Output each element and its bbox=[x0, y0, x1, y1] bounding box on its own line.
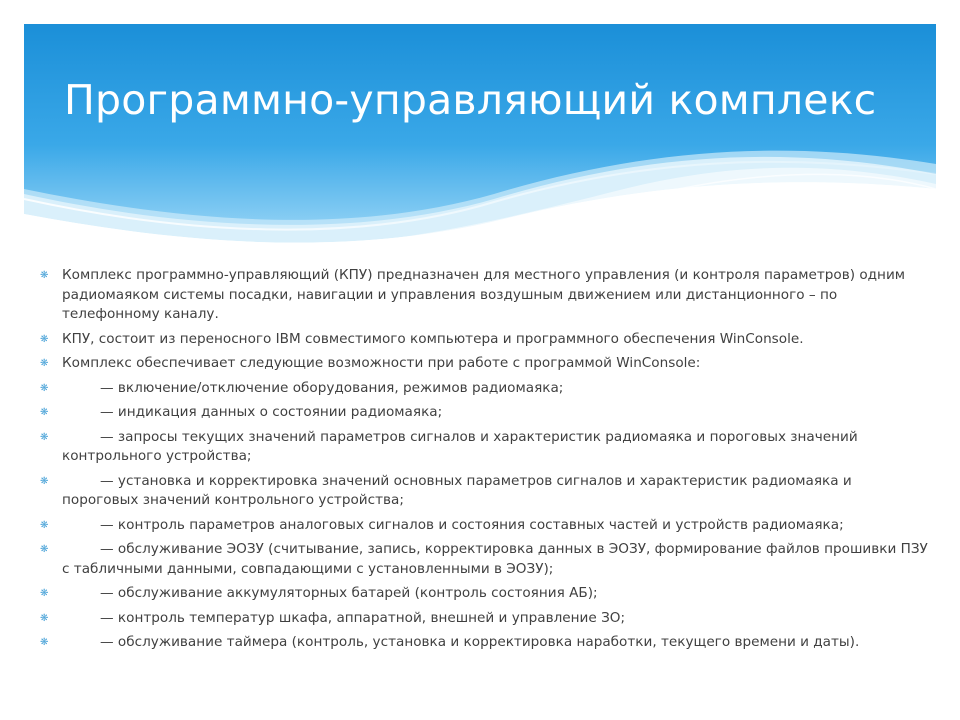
bullet-icon: ❋ bbox=[40, 382, 49, 394]
bullet-icon: ❋ bbox=[40, 588, 49, 599]
bullet-icon: ❋ bbox=[40, 270, 49, 281]
sub-list-item bbox=[40, 379, 928, 399]
list-item-text: — обслуживание аккумуляторных батарей (контроль состояния АБ); bbox=[100, 585, 598, 601]
bullet-icon: ❋ bbox=[40, 544, 49, 555]
sub-list-item bbox=[40, 403, 928, 423]
list-item bbox=[40, 354, 928, 374]
bullet-list bbox=[40, 266, 928, 658]
page-title: Программно-управляющий комплекс bbox=[64, 76, 877, 124]
sub-list-item bbox=[40, 428, 928, 467]
list-item-text: — обслуживание ЭОЗУ (считывание, запись, корректировка данных в ЭОЗУ, формирование файлов прошивки ПЗУ с табличными данными, совпадающими с установленными в ЭОЗУ); bbox=[62, 541, 928, 577]
sub-list-item bbox=[40, 472, 928, 511]
bullet-icon: ❋ bbox=[40, 612, 49, 624]
bullet-icon: ❋ bbox=[40, 475, 49, 487]
bullet-icon: ❋ bbox=[40, 519, 49, 531]
sub-list-item bbox=[40, 633, 928, 653]
bullet-icon: ❋ bbox=[40, 358, 49, 369]
sub-list-item bbox=[40, 609, 928, 629]
sub-list-item bbox=[40, 540, 928, 579]
list-item-text: — включение/отключение оборудования, режимов радиомаяка; bbox=[100, 379, 564, 396]
bullet-icon: ❋ bbox=[40, 637, 49, 648]
list-item-text: — запросы текущих значений параметров сигналов и характеристик радиомаяка и пороговых значений контрольного устройства; bbox=[62, 428, 858, 464]
bullet-icon: ❋ bbox=[40, 333, 49, 345]
list-item-text: — контроль температур шкафа, аппаратной, внешней и управление ЗО; bbox=[100, 609, 626, 626]
list-item-text: — установка и корректировка значений основных параметров сигналов и характеристик радиомаяка и пороговых значений контрольного устройства; bbox=[62, 472, 852, 508]
list-item-text: Комплекс программно-управляющий (КПУ) предназначен для местного управления (и контроля параметров) одним радиомаяком системы посадки, навигации и управления воздушным движением или дистанционного – по телефонному каналу. bbox=[62, 267, 906, 322]
list-item bbox=[40, 266, 928, 325]
list-item-text: КПУ, состоит из переносного IBM совместимого компьютера и программного обеспечения WinConsole. bbox=[62, 330, 804, 347]
bullet-icon: ❋ bbox=[40, 407, 49, 418]
banner-wave-graphic bbox=[24, 24, 936, 254]
sub-list-item bbox=[40, 584, 928, 604]
list-item-text: — обслуживание таймера (контроль, установка и корректировка наработки, текущего времени и даты). bbox=[100, 634, 860, 650]
list-item-text: — контроль параметров аналоговых сигналов и состояния составных частей и устройств радиомаяка; bbox=[100, 516, 844, 533]
list-item bbox=[40, 330, 928, 350]
title-banner bbox=[24, 24, 936, 254]
list-item-text: Комплекс обеспечивает следующие возможности при работе с программой WinConsole: bbox=[62, 355, 701, 371]
bullet-icon: ❋ bbox=[40, 431, 49, 443]
sub-list-item bbox=[40, 516, 928, 536]
list-item-text: — индикация данных о состоянии радиомаяка; bbox=[100, 404, 443, 420]
